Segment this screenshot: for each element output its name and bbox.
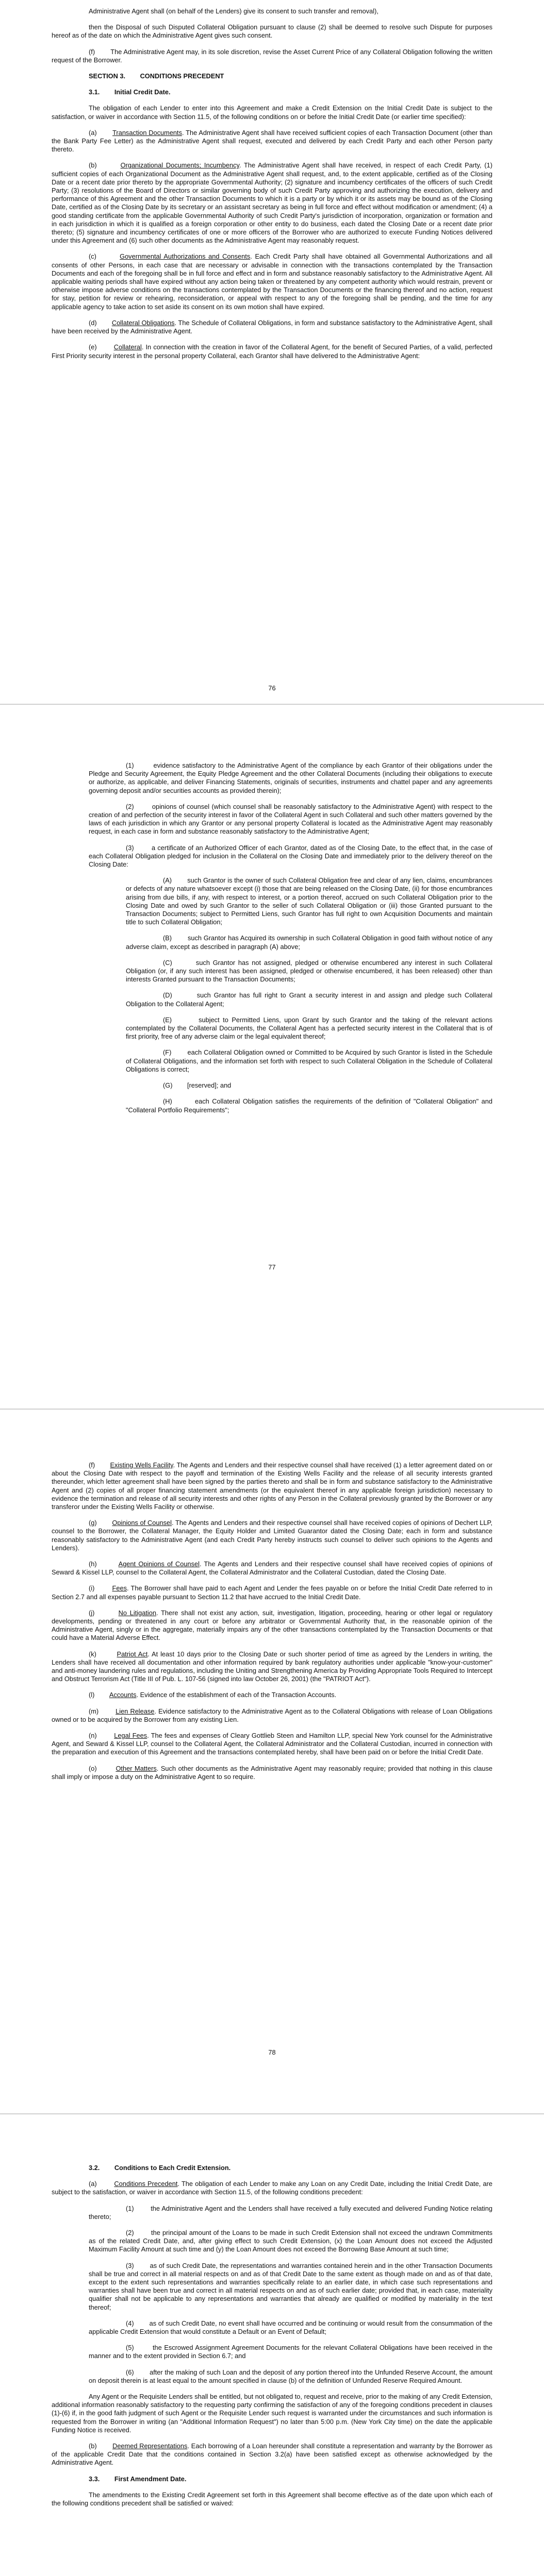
clause-m: (m) Lien Release. Evidence satisfactory to the Administrative Agent as to the Collateral Obligations with release of Loan Obligations owned or to be acquired by the Borrower from any existing Lien. <box>52 1707 492 1723</box>
item-6: (6) after the making of such Loan and the deposit of any portion thereof into the Unfunded Reserve Account, the amount on deposit therein is at least equal to the amount specified in clause (b) of the definition of Unfunded Reserve Required Amount. <box>89 2368 492 2384</box>
subsection-heading: 3.1. Initial Credit Date. <box>89 88 171 96</box>
page-76-content <box>52 7 492 368</box>
item-B: (B) such Grantor has Acquired its ownership in such Collateral Obligation in good faith without notice of any adverse claim, except as described in paragraph (A) above; <box>126 934 492 951</box>
page-77 <box>0 705 544 1409</box>
page-79-content <box>52 2164 492 2515</box>
clause-text: The Administrative Agent may, in its sole discretion, revise the Asset Current Price of any Collateral Obligation following the written request of the Borrower. <box>52 47 492 64</box>
clause-a: (a) Conditions Precedent. The obligation of each Lender to make any Loan on any Credit Date, including the Initial Credit Date, are subject to the satisfaction, or waiver in accordance with Section 11.5, of the following conditions precedent: <box>52 2180 493 2196</box>
paragraph: The obligation of each Lender to enter into this Agreement and make a Credit Extension on the Initial Credit Date is subject to the satisfaction, or waiver in accordance with Section 11.5, of the following conditions on or before the Initial Credit Date (or earlier time specified): <box>52 104 492 121</box>
clause-d: (d) Collateral Obligations. The Schedule of Collateral Obligations, in form and substance satisfactory to the Administrative Agent, shall have been received by the Administrative Agent. <box>52 318 492 335</box>
paragraph: Any Agent or the Requisite Lenders shall be entitled, but not obligated to, request and receive, prior to the making of any Credit Extension, additional information reasonably satisfactory to the requesting party confirming the satisfaction of any of the foregoing conditions precedent in clauses (1)-(6) if, in the good faith judgment of such Agent or the Requisite Lender such request is warranted under the circumstances and such information is requested from the Borrower in writing (an "Additional Information Request") no later than 5:00 p.m. (New York City time) on the date the applicable Funding Notice is received. <box>52 2393 492 2434</box>
clause-marker: (f) <box>89 47 95 56</box>
clause-n: (n) Legal Fees. The fees and expenses of Cleary Gottlieb Steen and Hamilton LLP, special New York counsel for the Administrative Agent, and Seward & Kissel LLP, counsel to the Collateral Agent, the Collateral Administrator and the Collateral Custodian, incurred in connection with the preparation and execution of this Agreement and the transactions contemplated hereby, shall have been paid on or before the Initial Credit Date. <box>52 1732 492 1756</box>
page-78 <box>0 1410 544 2113</box>
item-2: (2) the principal amount of the Loans to be made in such Credit Extension shall not exceed the undrawn Commitments as of the related Credit Date, and, after giving effect to such Credit Extension, (x) the Loan Amount does not exceed the Adjusted Maximum Facility Amount at such time and (y) the Loan Amount does not exceed the Borrowing Base Amount at such time; <box>89 2229 493 2253</box>
item-A: (A) such Grantor is the owner of such Collateral Obligation free and clear of any lien, claims, encumbrances or defects of any nature whatsoever except (i) those that are being released on the Closing Date, (ii) for those encumbrances arising from due bills, if any, with respect to interest, or a portion thereof, accrued on such Collateral Obligation prior to the Closing Date and owed by such Grantor to the seller of such Collateral Obligation or (iii) those Granted pursuant to the Transaction Documents; subject to Permitted Liens, such Grantor has full right to own Acquisition Documents and maintain title to such Collateral Obligation; <box>126 876 492 926</box>
subsection-heading: 3.2. Conditions to Each Credit Extension. <box>89 2164 231 2172</box>
item-F: (F) each Collateral Obligation owned or Committed to be Acquired by such Grantor is listed in the Schedule of Collateral Obligations, and the information set forth with respect to such Collateral Obligation in the Schedule of Collateral Obligations is correct; <box>126 1048 492 1073</box>
subsection-heading: 3.3. First Amendment Date. <box>89 2475 187 2483</box>
item-D: (D) such Grantor has full right to Grant a security interest in and assign and pledge such Collateral Obligation to the Collateral Agent; <box>126 991 493 1008</box>
item-G: (G) [reserved]; and <box>163 1081 232 1090</box>
section-heading: SECTION 3. CONDITIONS PRECEDENT <box>89 72 224 80</box>
item-3: (3) as of such Credit Date, the representations and warranties contained herein and in the other Transaction Documents shall be true and correct in all material respects on and as of that Credit Date to the same extent as though made on and as of that date, except to the extent such representations and warranties specifically relate to an earlier date, in which case such representations and warranties shall have been true and correct in all material respects on and as of such earlier date; provided that, in each case, materiality qualifier shall not be applicable to any representations and warranties that already are qualified or modified by materiality in the text thereof; <box>89 2261 493 2311</box>
item-1: (1) the Administrative Agent and the Lenders shall have received a fully executed and delivered Funding Notice relating thereto; <box>89 2204 492 2221</box>
item-H: (H) each Collateral Obligation satisfies the requirements of the definition of "Collateral Obligation" and "Collateral Portfolio Requirements"; <box>126 1097 492 1114</box>
page-number: 78 <box>268 2048 276 2056</box>
page-78-content <box>52 1461 492 1789</box>
clause-b: (b) Deemed Representations. Each borrowing of a Loan hereunder shall constitute a representation and warranty by the Borrower as of the applicable Credit Date that the conditions contained in Section 3.2(a) have been satisfied except as otherwise acknowledged by the Administrative Agent. <box>52 2442 492 2467</box>
item-2: (2) opinions of counsel (which counsel shall be reasonably satisfactory to the Administrative Agent) with respect to the creation of and perfection of the security interest in favor of the Collateral Agent in such Collateral and such other matters governed by the laws of each jurisdiction in which any Grantor or any personal property Collateral is located as the Administrative Agent may reasonably request, in each case in form and substance reasonably satisfactory to the Administrative Agent; <box>89 802 492 836</box>
item-5: (5) the Escrowed Assignment Agreement Documents for the relevant Collateral Obligations have been received in the manner and to the extent provided in Section 6.7; and <box>89 2344 492 2360</box>
clause-o: (o) Other Matters. Such other documents as the Administrative Agent may reasonably require; provided that nothing in this clause shall imply or impose a duty on the Administrative Agent to so require. <box>52 1764 492 1781</box>
item-E: (E) subject to Permitted Liens, upon Grant by such Grantor and the taking of the relevant actions contemplated by the Collateral Documents, the Collateral Agent has a perfected security interest in the Collateral that is of first priority, free of any adverse claim or the legal equivalent thereof; <box>126 1015 492 1041</box>
clause-h: (h) Agent Opinions of Counsel. The Agents and Lenders and their respective counsel shall have received copies of opinions of Seward & Kissel LLP, counsel to the Collateral Agent, the Collateral Administrator and the Collateral Custodian, dated the Closing Date. <box>52 1560 492 1577</box>
item-C: (C) such Grantor has not assigned, pledged or otherwise encumbered any interest in such Collateral Obligation (or, if any such interest has been assigned, pledged or otherwise encumbered, it has been released) other than interests Granted pursuant to the Transaction Documents; <box>126 958 492 984</box>
clause-l: (l) Accounts. Evidence of the establishment of each of the Transaction Accounts. <box>89 1691 337 1699</box>
item-1: (1) evidence satisfactory to the Administrative Agent of the compliance by each Grantor of their obligations under the Pledge and Security Agreement, the Equity Pledge Agreement and the other Collateral Documents (including their obligations to execute or authorize, as applicable, and deliver Financing Statements, originals of securities, instruments and chattel paper and any agreements governing deposit and/or securities accounts as provided therein); <box>89 761 492 794</box>
item-4: (4) as of such Credit Date, no event shall have occurred and be continuing or would result from the consummation of the applicable Credit Extension that would constitute a Default or an Event of Default; <box>89 2319 492 2336</box>
clause-c: (c) Governmental Authorizations and Consents. Each Credit Party shall have obtained all Governmental Authorizations and all consents of other Persons, in each case that are necessary or advisable in connection with the transactions contemplated by the Transaction Documents and each of the foregoing shall be in full force and effect and in form and substance reasonably satisfactory to the Administrative Agent. All applicable waiting periods shall have expired without any action being taken or threatened by any competent authority which would restrain, prevent or otherwise impose adverse conditions on the transactions contemplated by the Transaction Documents or the financing thereof and no action, request for stay, petition for review or rehearing, reconsideration, or appeal with respect to any of the foregoing shall be pending, and the time for any applicable agency to take action to set aside its consent on its own motion shall have expired. <box>52 252 492 311</box>
paragraph: Administrative Agent shall (on behalf of the Lenders) give its consent to such transfer and removal), <box>89 7 378 15</box>
clause-i: (i) Fees. The Borrower shall have paid to each Agent and Lender the fees payable on or before the Initial Credit Date referred to in Section 2.7 and all expenses payable pursuant to Section 11.2 that have accrued to the Initial Credit Date. <box>52 1584 492 1601</box>
page-number: 77 <box>268 1263 276 1271</box>
clause-j: (j) No Litigation. There shall not exist any action, suit, investigation, litigation, proceeding, hearing or other legal or regulatory developments, pending or threatened in any court or before any arbitrator or Governmental Authority that, in the reasonable opinion of the Administrative Agent, singly or in the aggregate, materially impairs any of the other transactions contemplated by the Transaction Documents or that could have a Material Adverse Effect. <box>52 1608 492 1642</box>
paragraph: then the Disposal of such Disputed Collateral Obligation pursuant to clause (2) shall be deemed to resolve such Dispute for purposes hereof as of the date on which the Administrative Agent gives such consent. <box>52 23 492 40</box>
clause-b: (b) Organizational Documents; Incumbency. The Administrative Agent shall have received, in respect of each Credit Party, (1) sufficient copies of each Organizational Document as the Administrative Agent shall request, and, to the extent applicable, certified as of the Closing Date or a recent date prior thereto by the appropriate Governmental Authority; (2) signature and incumbency certificates of the officers of such Credit Party; (3) resolutions of the Board of Directors or similar governing body of such Credit Party approving and authorizing the execution, delivery and performance of this Agreement and the other Transaction Documents to which it is a party or by which it or its assets may be bound as of the Closing Date, certified as of the Closing Date by its secretary or an assistant secretary as being in full force and effect without modification or amendment; (4) a good standing certificate from the applicable Governmental Authority of such Credit Party's jurisdiction of incorporation, organization or formation and in each jurisdiction in which it is qualified as a foreign corporation or other entity to do business, each dated the Closing Date or a recent date prior thereto; (5) signature and incumbency certificates of one or more officers of the Borrower who are authorized to execute Funding Notices delivered under this Agreement and (6) such other documents as the Administrative Agent may reasonably request. <box>52 161 493 245</box>
paragraph: The amendments to the Existing Credit Agreement set forth in this Agreement shall become effective as of the date upon which each of the following conditions precedent shall be satisfied or waived: <box>52 2490 492 2507</box>
clause-a: (a) Transaction Documents. The Administrative Agent shall have received sufficient copies of each Transaction Document (other than the Bank Party Fee Letter) as the Administrative Agent shall request, executed and delivered by each Credit Party and each other Person party thereto. <box>52 128 492 154</box>
clause-f: (f) Existing Wells Facility. The Agents and Lenders and their respective counsel shall have received (1) a letter agreement dated on or about the Closing Date with respect to the payoff and termination of the Existing Wells Facility and the release of all security interests granted thereunder, which letter agreement shall have been signed by the parties thereto and shall be in form and substance satisfactory to the Administrative Agent and (2) copies of all proper financing statement amendments (or the equivalent thereof in any applicable foreign jurisdiction) necessary to evidence the termination and release of all security interests and other rights of any Person in the Collateral previously granted by the Borrower or any transferor under the Existing Wells Facility or otherwise. <box>52 1461 492 1511</box>
page-76 <box>0 0 544 704</box>
item-3: (3) a certificate of an Authorized Officer of each Grantor, dated as of the Closing Date, to the effect that, in the case of each Collateral Obligation pledged for inclusion in the Collateral on the Closing Date and immediately prior to the delivery thereof on the Closing Date: <box>89 843 492 869</box>
clause-g: (g) Opinions of Counsel. The Agents and Lenders and their respective counsel shall have received copies of opinions of Dechert LLP, counsel to the Borrower, the Collateral Manager, the Equity Holder and Limited Guarantor dated the Closing Date; each in form and substance reasonably satisfactory to the Administrative Agent (and each Credit Party hereby instructs such counsel to deliver such opinions to the Agents and Lenders). <box>52 1519 492 1552</box>
clause-e: (e) Collateral. In connection with the creation in favor of the Collateral Agent, for the benefit of Secured Parties, of a valid, perfected First Priority security interest in the personal property Collateral, each Grantor shall have delivered to the Administrative Agent: <box>52 343 492 360</box>
page-number: 76 <box>268 684 276 692</box>
clause-k: (k) Patriot Act. At least 10 days prior to the Closing Date or such shorter period of time as agreed by the Lenders in writing, the Lenders shall have received all documentation and other information required by bank regulatory authorities under applicable "know-your-customer" and anti-money laundering rules and regulations, including the Uniting and Strengthening America by Providing Appropriate Tools Required to Intercept and Obstruct Terrorism Act (Title III of Pub. L. 107-56 (signed into law October 26, 2001) (the "PATRIOT Act"). <box>52 1650 492 1683</box>
paragraph <box>52 48 492 64</box>
page-77-content <box>52 761 492 1122</box>
page-79 <box>0 2114 544 2576</box>
